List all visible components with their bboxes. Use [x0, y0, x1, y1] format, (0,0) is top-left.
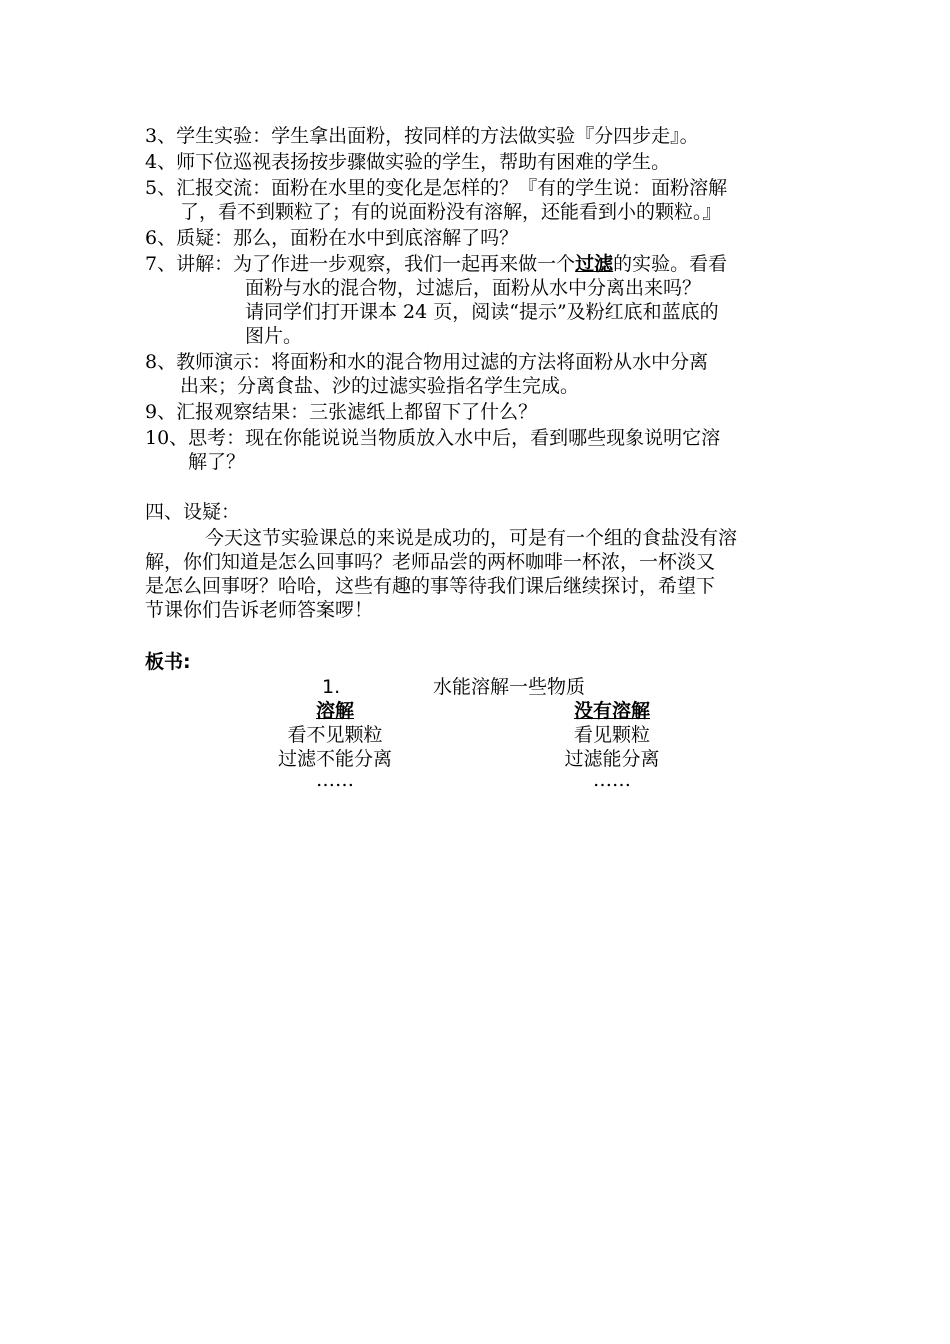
board-left-row3: ……	[316, 769, 354, 791]
step-10-line2: 解了？	[188, 451, 246, 473]
section-4-para-line4: 节课你们告诉老师答案啰！	[145, 599, 374, 621]
keyword-filter: 过滤	[575, 253, 614, 275]
step-9: 9、汇报观察结果：三张滤纸上都留下了什么？	[145, 401, 538, 423]
step-5-line1: 5、汇报交流：面粉在水里的变化是怎样的？『有的学生说：面粉溶解	[145, 177, 728, 199]
board-title: 水能溶解一些物质	[433, 676, 586, 698]
step-7-line4: 图片。	[245, 325, 303, 347]
step-7-line3: 请同学们打开课本 24 页，阅读“提示”及粉红底和蓝底的	[245, 301, 719, 323]
step-7-pre: 7、讲解：为了作进一步观察，我们一起再来做一个	[145, 253, 576, 275]
board-label: 板书:	[145, 651, 191, 673]
board-left-row1: 看不见颗粒	[287, 724, 383, 746]
step-7-line2: 面粉与水的混合物，过滤后，面粉从水中分离出来吗？	[245, 277, 702, 299]
board-right-row1: 看见颗粒	[573, 724, 650, 746]
section-4-para-line1: 今天这节实验课总的来说是成功的，可是有一个组的食盐没有溶	[205, 527, 738, 549]
section-4-heading: 四、设疑：	[145, 501, 241, 523]
board-number: 1.	[322, 676, 341, 698]
step-8-line2: 出来；分离食盐、沙的过滤实验指名学生完成。	[180, 375, 580, 397]
section-4-para-line2: 解，你们知道是怎么回事吗？老师品尝的两杯咖啡一杯浓，一杯淡又	[145, 551, 716, 573]
step-7-line1	[145, 252, 727, 276]
step-3: 3、学生实验：学生拿出面粉，按同样的方法做实验『分四步走』。	[145, 125, 699, 147]
section-4-para-line3: 是怎么回事呀？哈哈，这些有趣的事等待我们课后继续探讨，希望下	[145, 575, 716, 597]
step-6: 6、质疑：那么，面粉在水中到底溶解了吗？	[145, 227, 519, 249]
step-8-line1: 8、教师演示：将面粉和水的混合物用过滤的方法将面粉从水中分离	[145, 351, 709, 373]
step-10-line1: 10、思考：现在你能说说当物质放入水中后，看到哪些现象说明它溶	[145, 427, 721, 449]
step-7-post: 的实验。看看	[613, 253, 728, 275]
board-right-heading: 没有溶解	[573, 700, 650, 722]
step-4: 4、师下位巡视表扬按步骤做实验的学生，帮助有困难的学生。	[145, 151, 671, 173]
board-right-row2: 过滤能分离	[564, 748, 660, 770]
board-right-row3: ……	[593, 769, 631, 791]
board-left-heading: 溶解	[315, 700, 354, 722]
step-5-line2: 了，看不到颗粒了；有的说面粉没有溶解，还能看到小的颗粒。』	[180, 201, 722, 223]
board-left-row2: 过滤不能分离	[277, 748, 392, 770]
